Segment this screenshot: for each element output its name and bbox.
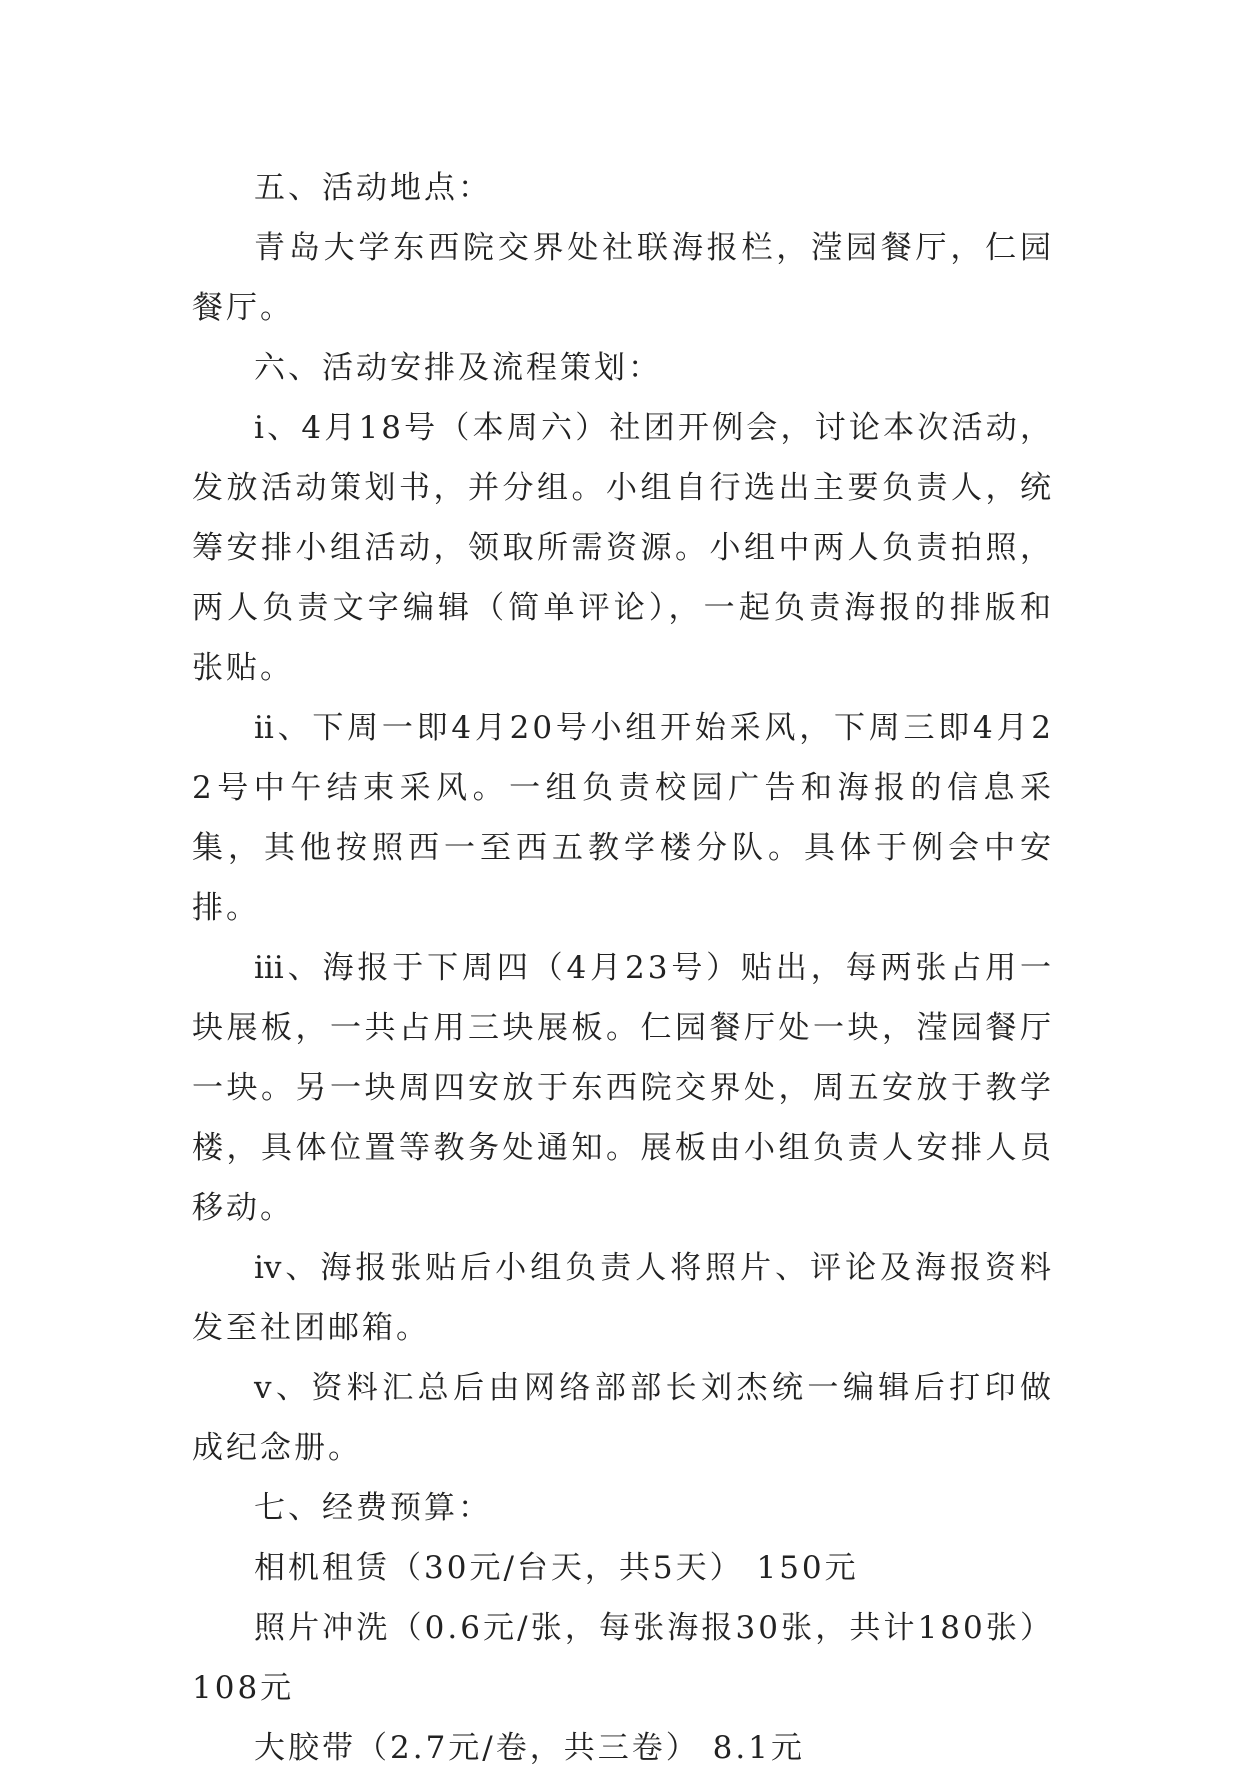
section-heading-budget: 七、经费预算： <box>254 1490 492 1526</box>
budget-item-tape: 大胶带（2.7元/卷，共三卷） 8.1元 <box>254 1730 805 1766</box>
paragraph-step-1: ⅰ、4月18号（本周六）社团开例会，讨论本次活动，发放活动策划书，并分组。小组自行选出主要负责人，统筹安排小组活动，领取所需资源。小组中两人负责拍照，两人负责文字编辑（简单评论），一起负责海报的排版和张贴。 <box>192 410 1054 686</box>
paragraph-step-2: ⅱ、下周一即4月20号小组开始采风，下周三即4月22号中午结束采风。一组负责校园广告和海报的信息采集，其他按照西一至西五教学楼分队。具体于例会中安排。 <box>192 710 1054 926</box>
paragraph-step-3: ⅲ、海报于下周四（4月23号）贴出，每两张占用一块展板，一共占用三块展板。仁园餐厅处一块，滢园餐厅一块。另一块周四安放于东西院交界处，周五安放于教学楼，具体位置等教务处通知。展板由小组负责人安排人员移动。 <box>192 950 1054 1226</box>
paragraph-location: 青岛大学东西院交界处社联海报栏，滢园餐厅，仁园餐厅。 <box>192 230 1054 326</box>
section-heading-location: 五、活动地点： <box>254 170 492 206</box>
budget-item-photos: 照片冲洗（0.6元/张，每张海报30张，共计180张）108元 <box>192 1610 1054 1706</box>
section-heading-schedule: 六、活动安排及流程策划： <box>254 350 662 386</box>
paragraph-step-5: ⅴ、资料汇总后由网络部部长刘杰统一编辑后打印做成纪念册。 <box>192 1370 1054 1466</box>
budget-item-camera: 相机租赁（30元/台天，共5天） 150元 <box>254 1550 859 1586</box>
document-body <box>192 158 1054 1778</box>
paragraph-step-4: ⅳ、海报张贴后小组负责人将照片、评论及海报资料发至社团邮箱。 <box>192 1250 1054 1346</box>
